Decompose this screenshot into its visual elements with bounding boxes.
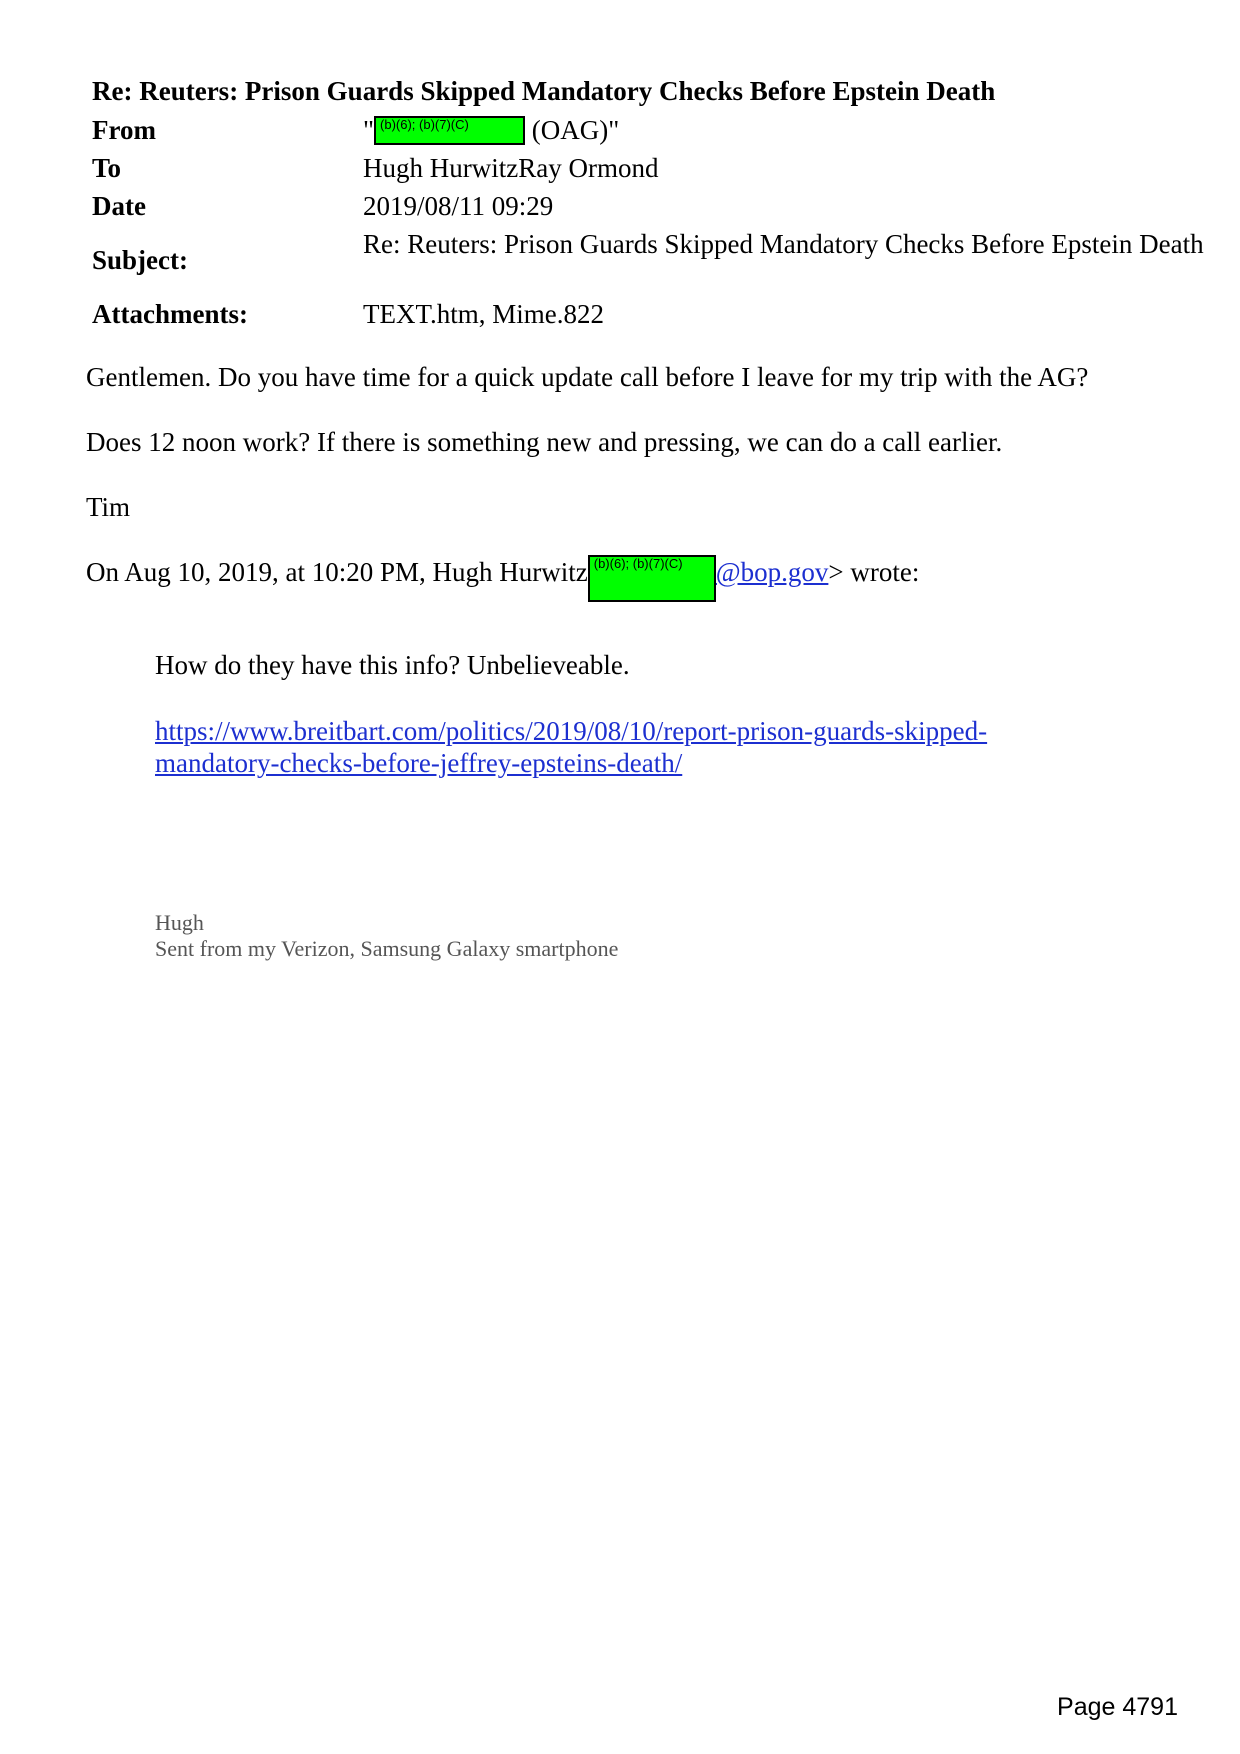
attachments-value: TEXT.htm, Mime.822 bbox=[363, 299, 604, 329]
quoted-line: How do they have this info? Unbelieveable. bbox=[155, 650, 630, 680]
subject-value: Re: Reuters: Prison Guards Skipped Mandatory Checks Before Epstein Death bbox=[363, 229, 1204, 259]
page-number: Page 4791 bbox=[1057, 1693, 1178, 1721]
redaction-code: (b)(6); (b)(7)(C) bbox=[380, 117, 469, 132]
redaction-code: (b)(6); (b)(7)(C) bbox=[593, 556, 683, 571]
body-signoff: Tim bbox=[86, 492, 131, 522]
date-label: Date bbox=[92, 191, 146, 221]
header-row-subject bbox=[92, 228, 1204, 292]
redaction-box-email bbox=[588, 555, 716, 602]
to-value: Hugh HurwitzRay Ormond bbox=[363, 153, 659, 183]
article-link[interactable] bbox=[155, 715, 987, 779]
body-paragraph-1: Gentlemen. Do you have time for a quick update call before I leave for my trip with the AG? bbox=[86, 362, 1089, 392]
quote-intro-suffix: > wrote: bbox=[828, 557, 920, 587]
from-prefix: " bbox=[363, 115, 375, 145]
quote-intro-prefix: On Aug 10, 2019, at 10:20 PM, Hugh Hurwitz bbox=[86, 557, 588, 587]
attachments-label: Attachments: bbox=[92, 299, 248, 329]
article-link-line-2[interactable]: mandatory-checks-before-jeffrey-epsteins-death/ bbox=[155, 748, 683, 778]
from-label: From bbox=[92, 115, 156, 145]
email-title: Re: Reuters: Prison Guards Skipped Mandatory Checks Before Epstein Death bbox=[92, 76, 996, 106]
from-value bbox=[363, 114, 1240, 146]
quote-intro bbox=[86, 557, 919, 602]
article-link-line-1[interactable]: https://www.breitbart.com/politics/2019/08/10/report-prison-guards-skipped- bbox=[155, 716, 988, 746]
signature-device: Sent from my Verizon, Samsung Galaxy smartphone bbox=[155, 936, 619, 961]
redaction-box-from bbox=[374, 116, 525, 145]
subject-label: Subject: bbox=[92, 245, 188, 275]
from-suffix: (OAG)" bbox=[531, 115, 620, 145]
date-value: 2019/08/11 09:29 bbox=[363, 191, 554, 221]
to-label: To bbox=[92, 153, 122, 183]
body-paragraph-2: Does 12 noon work? If there is something new and pressing, we can do a call earlier. bbox=[86, 427, 1003, 457]
quote-email-domain-link[interactable]: @bop.gov bbox=[715, 557, 829, 587]
signature-name: Hugh bbox=[155, 910, 204, 935]
